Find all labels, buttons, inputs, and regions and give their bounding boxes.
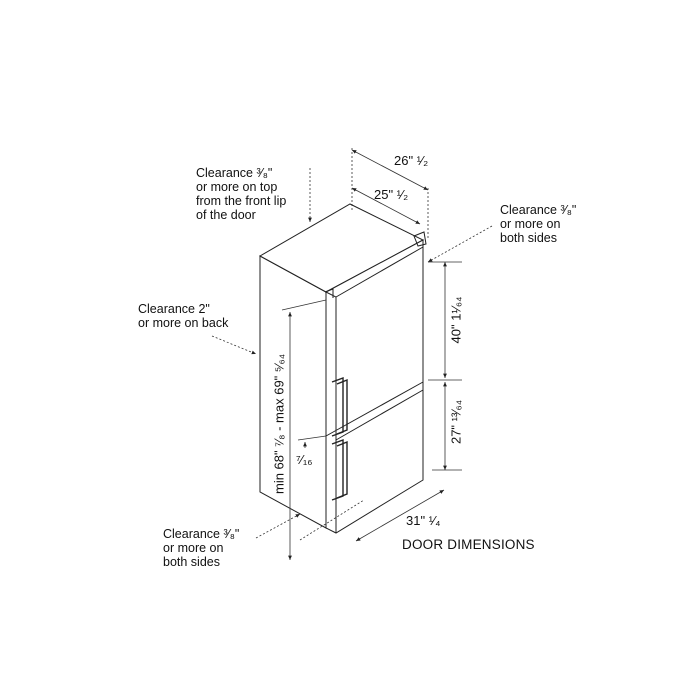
dim-height-total: min 68" ⁷⁄₈ - max 69" ⁵⁄₆₄ xyxy=(271,353,287,495)
clearance-top-line-4: of the door xyxy=(196,208,256,222)
clearance-top-line-1: Clearance ³⁄₈" xyxy=(196,166,273,180)
dim-depth-total: 26" ¹⁄₂ xyxy=(394,153,429,168)
clearance-side-right-line-3: both sides xyxy=(500,231,557,245)
dim-height-bottom-door: 27" ¹³⁄₆₄ xyxy=(448,399,464,445)
clearance-back-line-1: Clearance 2" xyxy=(138,302,210,316)
dim-width: 31" ¹⁄₄ xyxy=(406,513,441,528)
clearance-back-line-2: or more on back xyxy=(138,316,229,330)
clearance-side-left-line-1: Clearance ³⁄₈" xyxy=(163,527,240,541)
diagram-title: DOOR DIMENSIONS xyxy=(402,537,535,552)
clearance-top-line-3: from the front lip xyxy=(196,194,287,208)
clearance-side-left-label xyxy=(163,527,239,569)
dim-gap: ⁷⁄₁₆ xyxy=(296,452,313,467)
clearance-back-label xyxy=(138,302,228,330)
dim-depth-body: 25" ¹⁄₂ xyxy=(374,187,409,202)
dim-height-top-door: 40" 1¹⁄₆₄ xyxy=(448,296,464,344)
clearance-side-left-line-3: both sides xyxy=(163,555,220,569)
clearance-top-label xyxy=(196,166,286,222)
clearance-top-line-2: or more on top xyxy=(196,180,278,194)
clearance-side-right-line-2: or more on xyxy=(500,217,561,231)
clearance-side-right-label xyxy=(500,203,576,245)
clearance-side-left-line-2: or more on xyxy=(163,541,224,555)
clearance-side-right-line-1: Clearance ³⁄₈" xyxy=(500,203,577,217)
